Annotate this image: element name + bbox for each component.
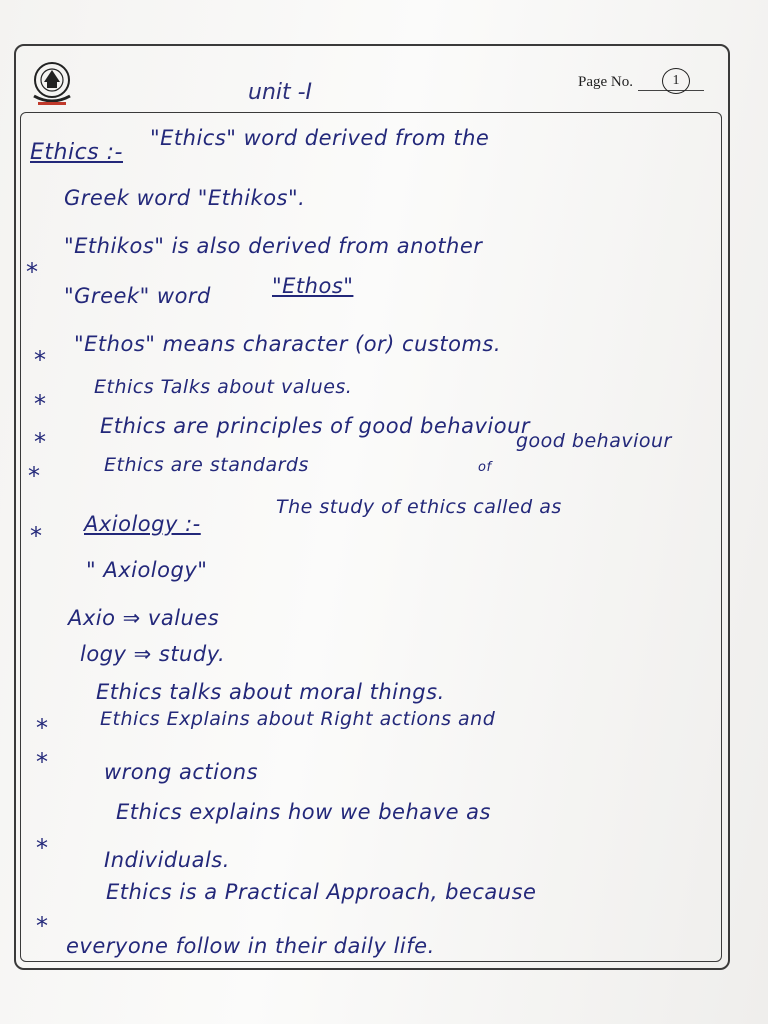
note-line: Ethics is a Practical Approach, because xyxy=(106,880,537,904)
bullet-star: * xyxy=(30,522,42,550)
note-line: "Ethos" means character (or) customs. xyxy=(74,332,501,356)
note-insert: of xyxy=(478,460,492,475)
note-line: Individuals. xyxy=(104,848,230,872)
note-line: Ethics explains how we behave as xyxy=(116,800,491,824)
note-line: Ethics talks about moral things. xyxy=(96,680,445,704)
term-ethos: "Ethos" xyxy=(272,274,354,298)
note-line: Ethics are standards xyxy=(104,454,309,476)
page-number-field xyxy=(578,74,708,91)
note-line: The study of ethics called as xyxy=(276,496,562,518)
note-line: Ethics Talks about values. xyxy=(94,376,353,398)
bullet-star: * xyxy=(34,428,46,456)
bullet-star: * xyxy=(36,714,48,742)
note-line: "Ethics" word derived from the xyxy=(150,126,490,150)
bullet-star: * xyxy=(28,462,40,490)
note-line: "Greek" word xyxy=(64,284,211,308)
note-line: " Axiology" xyxy=(86,558,208,582)
note-line: Ethics Explains about Right actions and xyxy=(100,708,496,730)
heading-ethics: Ethics :- xyxy=(30,140,123,165)
note-line: Ethics are principles of good behaviour xyxy=(100,414,531,438)
page-no-label: Page No. xyxy=(578,74,633,90)
note-line: Greek word "Ethikos". xyxy=(64,186,306,210)
note-line: "Ethikos" is also derived from another xyxy=(64,234,483,258)
note-line: good behaviour xyxy=(516,430,672,452)
bullet-star: * xyxy=(36,748,48,776)
unit-title: unit -I xyxy=(248,80,313,105)
note-line: wrong actions xyxy=(104,760,259,784)
note-line: logy ⇒ study. xyxy=(80,642,226,666)
bullet-star: * xyxy=(34,346,46,374)
college-logo-icon xyxy=(30,60,74,108)
note-line: everyone follow in their daily life. xyxy=(66,934,435,958)
page-number: 1 xyxy=(662,68,690,94)
bullet-star: * xyxy=(36,834,48,862)
heading-axiology: Axiology :- xyxy=(84,512,201,536)
note-line: Axio ⇒ values xyxy=(68,606,220,630)
bullet-star: * xyxy=(36,912,48,940)
bullet-star: * xyxy=(26,258,38,286)
bullet-star: * xyxy=(34,390,46,418)
